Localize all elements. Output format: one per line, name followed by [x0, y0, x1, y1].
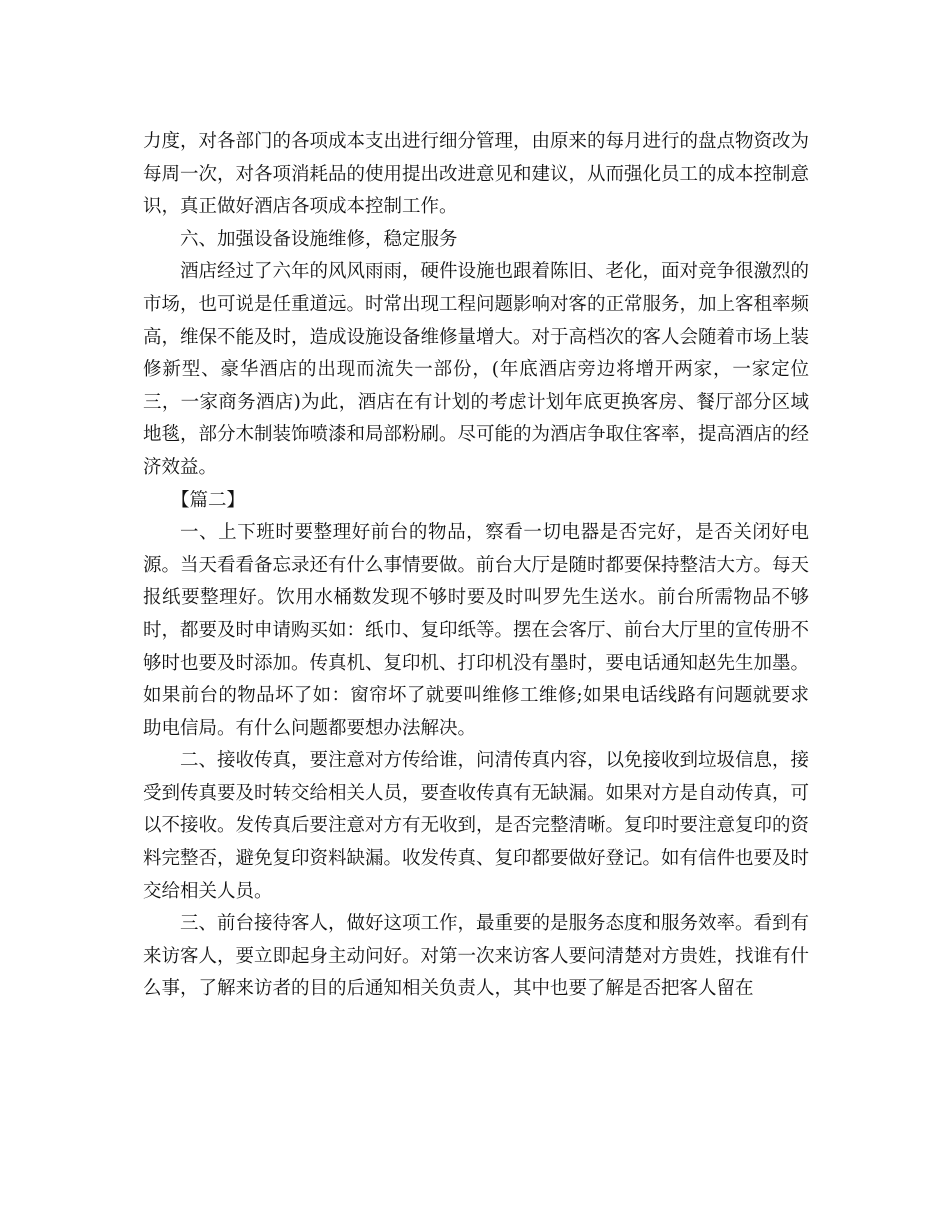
paragraph-fax-handling: 二、接收传真，要注意对方传给谁，问清传真内容，以免接收到垃圾信息，接受到传真要及时转交给相关人员，要查收传真有无缺漏。如果对方是自动传真，可以不接收。发传真后要注意对方有无收到，是否完整清晰。复印时要注意复印的资料完整否，避免复印资料缺漏。收发传真、复印都要做好登记。如有信件也要及时交给相关人员。: [143, 750, 810, 902]
paragraph-reception: 三、前台接待客人，做好这项工作，最重要的是服务态度和服务效率。看到有来访客人，要立即起身主动问好。对第一次来访客人要问清楚对方贵姓，找谁有什么事，了解来访者的目的后通知相关负责人，其中也要了解是否把客人留在: [143, 913, 810, 1000]
paragraph-front-desk-items: 一、上下班时要整理好前台的物品，察看一切电器是否完好，是否关闭好电源。当天看看备忘录还有什么事情要做。前台大厅是随时都要保持整洁大方。每天报纸要整理好。饮用水桶数发现不够时要及时叫罗先生送水。前台所需物品不够时，都要及时申请购买如：纸巾、复印纸等。摆在会客厅、前台大厅里的宣传册不够时也要及时添加。传真机、复印机、打印机没有墨时，要电话通知赵先生加墨。如果前台的物品坏了如：窗帘坏了就要叫维修工维修;如果电话线路有问题就要求助电信局。有什么问题都要想办法解决。: [143, 522, 810, 739]
section-tag-part-two: 【篇二】: [171, 489, 246, 511]
paragraph-equipment-maintenance: 酒店经过了六年的风风雨雨，硬件设施也跟着陈旧、老化，面对竞争很激烈的市场，也可说是任重道远。时常出现工程问题影响对客的正常服务，加上客租率频高，维保不能及时，造成设施设备维修量增大。对于高档次的客人会随着市场上装修新型、豪华酒店的出现而流失一部份，(年底酒店旁边将增开两家，一家定位三，一家商务酒店)为此，酒店在有计划的考虑计划年底更换客房、餐厅部分区域地毯，部分木制装饰喷漆和局部粉刷。尽可能的为酒店争取住客率，提高酒店的经济效益。: [143, 261, 810, 478]
paragraph-cost-control-continued: 力度，对各部门的各项成本支出进行细分管理，由原来的每月进行的盘点物资改为每周一次，对各项消耗品的使用提出改进意见和建议，从而强化员工的成本控制意识，真正做好酒店各项成本控制工作。: [143, 131, 810, 218]
section-heading-equipment-maintenance: 六、加强设备设施维修，稳定服务: [180, 228, 458, 250]
document-body: [143, 126, 809, 1006]
